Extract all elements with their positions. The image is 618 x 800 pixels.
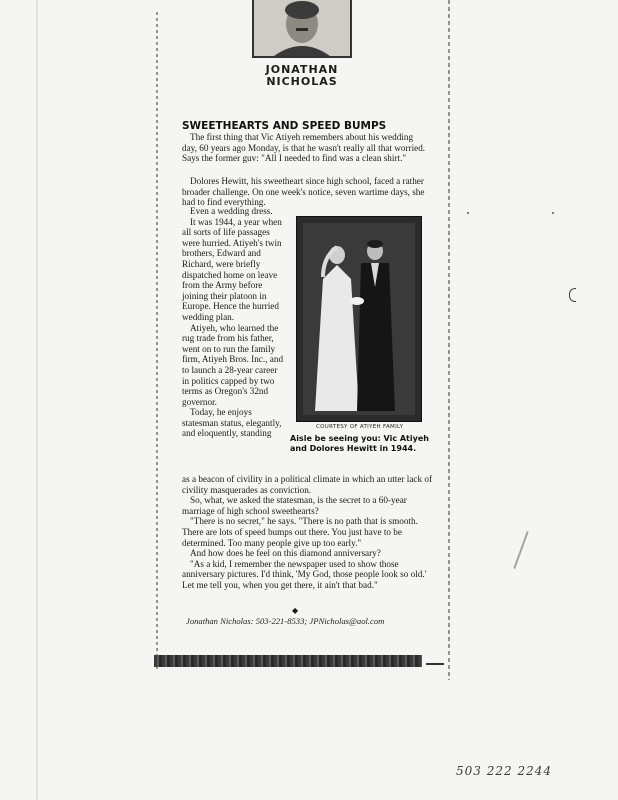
columnist-byline — [262, 64, 342, 88]
author-contact: Jonathan Nicholas: 503-221-8533; JPNicholas@aol.com — [186, 616, 385, 626]
scan-mark — [552, 212, 554, 214]
byline-first-name: JONATHAN — [265, 63, 339, 76]
paragraph: "There is no secret," he says. "There is no path that is smooth. There are lots of speed bumps out there. You just have to be determined. Too many people give up too early." — [182, 516, 418, 548]
paragraph: Dolores Hewitt, his sweetheart since high school, faced a rather broader challenge. On one week's notice, seven wartime days, she had to find everything. — [182, 176, 425, 208]
column-rule-right — [448, 0, 450, 680]
byline-last-name: NICHOLAS — [266, 75, 338, 88]
paragraph: It was 1944, a year when all sorts of life passages were hurried. Atiyeh's twin brothers, Edward and Richard, were briefly dispatched home on leave from the Army before joining their platoon in Europe. Hence the hurried wedding plan. — [182, 216, 282, 322]
paragraph: The first thing that Vic Atiyeh remembers about his wedding day, 60 years ago Monday, is that he wasn't really all that worried. Says the former guv: "All I needed to find was a clean shirt." — [182, 132, 426, 164]
paragraph: Atiyeh, who learned the rug trade from his father, went on to run the family firm, Atiyeh Bros. Inc., and to launch a 28-year career in politics capped by two terms as Oregon's 32nd governor. — [182, 322, 284, 407]
narrow-column — [182, 206, 284, 439]
paragraph: Even a wedding dress. — [190, 206, 273, 216]
paragraph: as a beacon of civility in a political climate in which an utter lack of civility masquerades as conviction. — [182, 474, 433, 495]
paragraph: "As a kid, I remember the newspaper used to show those anniversary pictures. I'd think, 'My God, those people look so old.' Let me tell you, when you get there, it ain't that bad." — [182, 558, 427, 590]
lower-column — [182, 474, 432, 591]
end-mark-icon: ◆ — [292, 606, 299, 615]
paragraph: And how does he feel on this diamond anniversary? — [190, 548, 381, 559]
columnist-headshot — [252, 0, 352, 58]
wedding-photo — [296, 216, 422, 422]
paragraph: So, what, we asked the statesman, is the secret to a 60-year marriage of high school sweethearts? — [182, 495, 407, 516]
article-headline: SWEETHEARTS AND SPEED BUMPS — [182, 120, 387, 132]
handwritten-phone-note: 503 222 2244 — [456, 764, 552, 778]
scan-mark — [513, 531, 529, 569]
bottom-border-bar — [154, 655, 422, 667]
photo-caption: Aisle be seeing you: Vic Atiyeh and Dolores Hewitt in 1944. — [290, 434, 429, 453]
scan-mark — [569, 288, 576, 302]
photo-credit: COURTESY OF ATIYEH FAMILY — [316, 424, 404, 430]
paragraph: Today, he enjoys statesman status, elegantly, and eloquently, standing — [182, 407, 282, 439]
scan-edge-left — [36, 0, 38, 800]
scan-mark — [467, 212, 469, 214]
column-rule-left — [156, 12, 158, 672]
bottom-border-dash — [426, 663, 444, 665]
